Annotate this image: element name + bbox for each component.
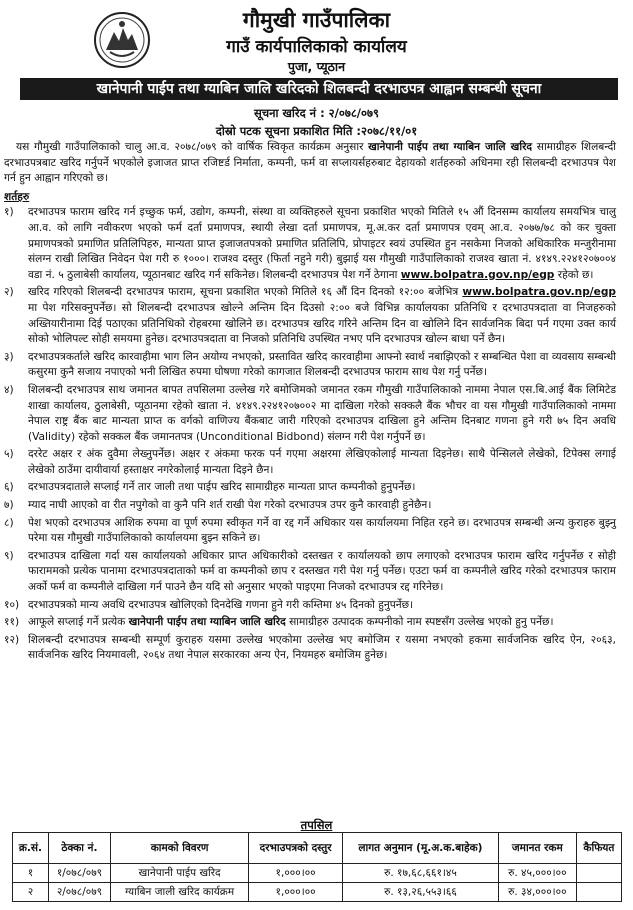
table-cell: ग्याबिन जाली खरिद कार्यक्रम	[111, 883, 249, 902]
intro-paragraph	[4, 140, 616, 187]
table-row	[13, 883, 622, 902]
condition-text-end: सामाग्रीहरु उत्पादक कम्पनीको नाम स्पष्टसँग उल्लेख भएको हुनु पर्नेछ।	[285, 616, 554, 629]
schedule-column-header: जमानत रकम	[498, 833, 576, 864]
condition-number: ३)	[4, 350, 14, 363]
condition-bold-text: खानेपानी पाईप तथा ग्याबिन जालि खरिद	[128, 616, 286, 629]
intro-text-end: सामाग्रीहरु शिलबन्दी दरभाउपत्रबाट खरिद गर्नुपर्ने भएकोले इजाजत प्राप्त रजिष्टर्ड निर्माता, कम्पनी, फर्म वा सप्लायर्सहरुबाट देहायको शर्तहरुको अधिनमा रही सिलबन्दी दरभाउपत्र पेश गर्न हुन आह्वान गरिएको छ।	[4, 141, 616, 185]
condition-text: म्याद नाघी आएको वा रीत नपुगेको वा कुनै पनि शर्त राखी पेश गरेको दरभाउपत्र उपर कुनै कारवाही हुनेछैन।	[28, 499, 432, 512]
schedule-body	[13, 864, 622, 902]
condition-text: दरभाउपत्र दाखिला गर्दा यस कार्यालयको अधिकार प्राप्त अधिकारीको दस्तखत र कार्यालयको छाप लगाएको दरभाउपत्र फाराम खरिद गर्नुपर्नेछ र सोही फाराममको प्रत्येक पानामा दरभाउपत्रदाताको फर्म वा कम्पनीको छाप र दस्तखत गरी पेश गर्नु पर्नेछ। एउटा फर्म वा कम्पनीले खरिद गरेको दरभाउपत्र फाराम अर्को फर्म वा कम्पनीले दाखिला गर्न पाउने छैन यदि सो अनुसार भएको पाइएमा निजको दरभाउपत्र रद्द गरिनेछ।	[28, 549, 616, 594]
notice-banner: खानेपानी पाईप तथा ग्याबिन जालि खरिदको शिलबन्दी दरभाउपत्र आह्वान सम्बन्धी सूचना	[20, 78, 618, 100]
condition-item	[4, 598, 616, 614]
condition-text: दरभाउपत्रकर्ताले खरिद कारवाहीमा भाग लिन अयोग्य नभएको, प्रस्तावित खरिद कारवाहीमा आफ्नो स्वार्थ नबाझिएको र सम्बन्धित पेशा वा व्यवसाय सम्बन्धी कसुरमा कुनै सजाय नपाएको भनी लिखित रुपमा घोषणा गरेको कागजात शिलबन्दी दरभाउपत्र फाराम साथ पेश गर्नु पर्नेछ।	[28, 350, 616, 379]
table-cell: रु. ३४,०००।००	[498, 883, 576, 902]
condition-number: १२)	[4, 633, 20, 646]
condition-text: शिलबन्दी दरभाउपत्र साथ जमानत बापत तपसिलमा उल्लेख गरे बमोजिमको जमानत रकम गौमुखी गाउँपालिकाको नाममा नेपाल एस.बि.आई बैंक लिमिटेड शाखा कार्यालय, ठुलाबेसी, प्यूठानमा रहेको खाता नं. ४१४९.२२४१२०७००२ मा दाखिला गरेको सक्कलै बैंक भौचर वा यस गौमुखी गाउँपालिकाको नाममा नेपाल राष्ट्र बैंक बाट मान्यता प्राप्त क वर्गको वाणिज्य बैंकबाट जारी गरिएको दरभाउपत्र दाखिला हुने अन्तिम दिनबाट गणना हुने गरी ७५ दिन अवधि (Validity) रहेको सक्कल बैंक जमानतपत्र (Unconditional Bidbond) संलग्न गरी पेश गर्नुपर्ने छ।	[28, 383, 616, 443]
condition-number: ९)	[4, 549, 14, 562]
office-address: पुजा, प्यूठान	[287, 59, 346, 74]
schedule-title: तपसिल	[300, 818, 333, 832]
table-cell: १	[13, 864, 49, 883]
condition-item	[4, 447, 616, 478]
condition-item	[4, 383, 616, 445]
condition-number: १०)	[4, 598, 20, 611]
condition-number: ५)	[4, 448, 14, 461]
publish-date: दोस्रो पटक सूचना प्रकाशित मिति :२०७८/११/०१	[215, 124, 418, 138]
condition-item	[4, 480, 616, 496]
table-cell: २/०७८/०७९	[48, 883, 110, 902]
schedule-table	[12, 832, 622, 902]
condition-item	[4, 615, 616, 631]
condition-number: ८)	[4, 516, 14, 529]
condition-item	[4, 285, 616, 347]
condition-text: दरभाउपत्रको मान्य अवधि दरभाउपत्र खोलिएको दिनदेखि गणना हुने गरी कम्तिमा ४५ दिनको हुनुपर्नेछ।	[28, 598, 414, 611]
table-cell: २	[13, 883, 49, 902]
schedule-column-header: ठेक्का नं.	[48, 833, 110, 864]
municipality-name: गौमुखी गाउँपालिका	[242, 8, 391, 32]
schedule-column-header: दरभाउपत्रको दस्तुर	[249, 833, 343, 864]
table-cell: १/०७८/०७९	[48, 864, 110, 883]
condition-number: २)	[4, 286, 14, 299]
condition-number: ४)	[4, 383, 14, 396]
condition-item	[4, 549, 616, 596]
condition-text: दररेट अक्षर र अंक दुवैमा लेख्नुपर्नेछ। अक्षर र अंकमा फरक पर्न गएमा अक्षरमा लेखिएकोलाई मान्यता दिइनेछ। साथै पेन्सिलले लेखेको, टिपेक्स लगाई लेखेको ठाउँमा दायीवार्या हस्ताक्षर नगरेकोलाई मान्यता दिइने छैन।	[28, 448, 616, 476]
table-cell: रु. १७,६८,६६१।४५	[343, 864, 499, 883]
condition-item	[4, 498, 616, 514]
schedule-column-header: कामको विवरण	[111, 833, 249, 864]
table-cell: खानेपानी पाईप खरिद	[111, 864, 249, 883]
schedule-column-header: कैफियत	[576, 833, 621, 864]
office-name: गाउँ कार्यपालिकाको कार्यालय	[226, 37, 407, 57]
condition-text: शिलबन्दी दरभाउपत्र सम्बन्धी सम्पूर्ण कुराहरु यसमा उल्लेख भएकोमा उल्लेख भए बमोजिम र यसमा नभएको हकमा सार्वजनिक खरिद ऐन, २०६३, सार्वजनिक खरिद नियमावली, २०६४ तथा नेपाल सरकारका अन्य ऐन, नियमहरु बमोजिम हुनेछ।	[28, 633, 616, 662]
condition-number: १)	[4, 206, 14, 219]
condition-text-end: मा पेश गरिसक्नुपर्नेछ। सो शिलबन्दी दरभाउपत्र खोल्ने अन्तिम दिन दिउसो २:०० बजे विभिन्न कार्यालयका प्रतिनिधि र दरभाउपत्रदाता वा निजहरुको अख्तियारीनामा दिई पठाएका प्रतिनिधिको रोहबरमा खोलिने छ। दरभाउपत्र खरिद गरिने अन्तिम दिन वा खोलिने दिन सार्वजनिक बिदा पर्न गएमा उक्त कार्य सोको भोलिपल्ट सोही समयमा हुनेछ। दरभाउपत्रदाता वा निजको प्रतिनिधि उपस्थित नभए पनि दरभाउपत्र खोल्न बाधा पर्ने छैन।	[28, 301, 616, 346]
table-cell: रु. १३,२६,५५३।६६	[343, 883, 499, 902]
schedule-column-header: लागत अनुमान (मू.अ.क.बाहेक)	[343, 833, 499, 864]
table-cell: १,०००।००	[249, 864, 343, 883]
schedule-column-header: क्र.सं.	[13, 833, 49, 864]
condition-item	[4, 350, 616, 381]
conditions-heading: शर्तहरु	[4, 190, 30, 203]
condition-number: ६)	[4, 481, 14, 494]
intro-text: यस गौमुखी गाउँपालिकाको चालु आ.व. २०७८/०७९ को वार्षिक स्विकृत कार्यक्रम अनुसार	[16, 141, 369, 153]
table-cell	[576, 864, 621, 883]
condition-text: खरिद गरिएको शिलबन्दी दरभाउपत्र फाराम, सूचना प्रकाशित भएको मितिले १६ औं दिन दिनको १२:०० बजेभित्र	[28, 286, 463, 299]
schedule-header-row	[13, 833, 622, 864]
condition-text: दरभाउपत्रदाताले सप्लाई गर्ने तार जाली तथा पाईप खरिद सामाग्रीहरु मान्यता प्राप्त कम्पनीको हुनुपर्नेछ।	[28, 481, 416, 494]
condition-text-end: रहेको छ।	[554, 268, 594, 281]
notice-number: सूचना खरिद नं : २/०७८/०७९	[254, 106, 379, 120]
condition-item	[4, 205, 616, 283]
table-row	[13, 864, 622, 883]
table-cell: रु. ४५,०००।००	[498, 864, 576, 883]
condition-item	[4, 633, 616, 664]
table-cell: १,०००।००	[249, 883, 343, 902]
conditions-list	[4, 205, 616, 664]
condition-text: आफूले सप्लाई गर्ने प्रत्येक	[28, 616, 129, 629]
bolpatra-link[interactable]: www.bolpatra.gov.np/egp	[400, 268, 555, 281]
condition-number: ११)	[4, 616, 20, 629]
condition-text: पेश भएको दरभाउपत्र आशिक रुपमा वा पूर्ण रुपमा स्वीकृत गर्ने वा रद्द गर्ने अधिकार यस कार्यालयमा निहित रहने छ। दरभाउपत्र सम्बन्धी अन्य कुराहरु बुझ्नु परेमा यस गौमुखी गाउँपालिकाको कार्यालयमा बुझ्न सकिने छ।	[28, 516, 616, 545]
notice-body	[4, 140, 616, 666]
table-cell	[576, 883, 621, 902]
bolpatra-link[interactable]: www.bolpatra.gov.np/egp	[462, 286, 616, 299]
condition-item	[4, 516, 616, 547]
intro-bold: खानेपानी पाईप तथा ग्याबिन जालि खरिद	[368, 141, 533, 153]
condition-text: दरभाउपत्र फाराम खरिद गर्न इच्छुक फर्म, उद्योग, कम्पनी, संस्था वा व्यक्तिहरुले सूचना प्रकाशित भएको मितिले १५ औं दिनसम्म कार्यालय समयभित्र चालु आ.व. को लागि नवीकरण भएको फर्म दर्ता प्रमाणपत्र, स्थायी लेखा दर्ता प्रमाणपत्र, मू.अ.कर दर्ता प्रमाणपत्र एवम् आ.व. २०७७/७८ को कर चुक्ता प्रमाणपत्रको प्रमाणित प्रतिलिपिहरु, मान्यता प्राप्त इजाजतपत्रको प्रमाणित प्रतिलिपि, प्रोपाइटर स्वयं उपस्थित हुन नसकेमा निजको अधिकारिक मन्जुरीनामा संलग्न राखी लिखित निवेदन पेश गरी रु १०००। राजश्व दस्तुर (फिर्ता नहुने गरी) बुझाई यस गौमुखी गाउँपालिकाको राजश्व खाता नं. ४१४९.२२४१२०७००४ वडा नं. ५ ठुलाबेसी कार्यालय, प्यूठानबाट खरिद गर्न सकिनेछ। शिलबन्दी दरभाउपत्र पेश गर्ने ठेगाना	[28, 206, 616, 281]
condition-number: ७)	[4, 499, 14, 512]
